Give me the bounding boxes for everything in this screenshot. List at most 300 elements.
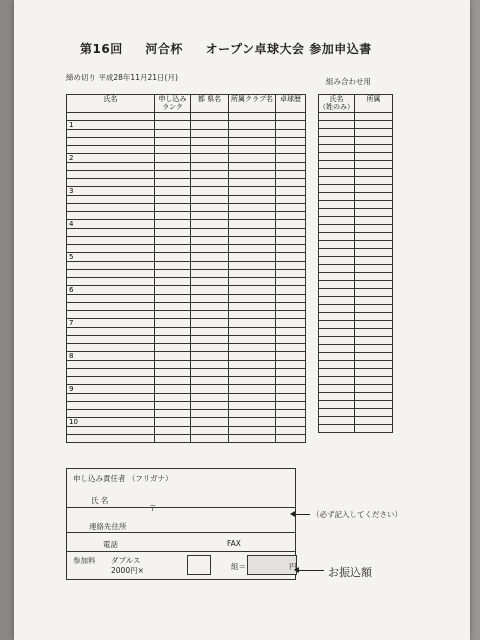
- entry-cell[interactable]: [229, 253, 276, 262]
- entry-cell[interactable]: [67, 130, 155, 138]
- entry-cell[interactable]: [155, 385, 191, 394]
- entry-cell[interactable]: [155, 402, 191, 410]
- entry-cell[interactable]: [276, 163, 306, 171]
- combo-cell[interactable]: [355, 289, 393, 297]
- combo-cell[interactable]: [319, 337, 355, 345]
- entry-cell[interactable]: [191, 385, 229, 394]
- entry-cell[interactable]: [229, 427, 276, 435]
- entry-cell[interactable]: [229, 344, 276, 352]
- entry-row: [67, 146, 306, 154]
- entry-cell[interactable]: [67, 163, 155, 171]
- entry-cell[interactable]: [191, 278, 229, 286]
- entry-cell[interactable]: [155, 204, 191, 212]
- entry-cell[interactable]: [155, 336, 191, 344]
- entry-cell[interactable]: [276, 336, 306, 344]
- entry-cell[interactable]: [191, 427, 229, 435]
- entry-cell[interactable]: [67, 245, 155, 253]
- entry-cell[interactable]: [229, 369, 276, 377]
- entry-cell[interactable]: [67, 427, 155, 435]
- entry-cell[interactable]: [276, 278, 306, 286]
- entry-number[interactable]: 9: [67, 385, 155, 394]
- entry-cell[interactable]: [229, 245, 276, 253]
- entry-cell[interactable]: [155, 319, 191, 328]
- combo-row: [319, 313, 393, 321]
- entry-cell[interactable]: [276, 369, 306, 377]
- entry-number[interactable]: 8: [67, 352, 155, 361]
- entry-number[interactable]: 4: [67, 220, 155, 229]
- entry-cell[interactable]: [155, 311, 191, 319]
- entry-cell[interactable]: [155, 361, 191, 369]
- entry-cell[interactable]: [229, 270, 276, 278]
- entry-cell[interactable]: [67, 270, 155, 278]
- combo-cell[interactable]: [319, 329, 355, 337]
- combo-cell[interactable]: [319, 321, 355, 329]
- combo-cell[interactable]: [355, 273, 393, 281]
- combo-cell[interactable]: [355, 177, 393, 185]
- entry-cell[interactable]: [276, 344, 306, 352]
- entry-cell[interactable]: [191, 245, 229, 253]
- combo-cell[interactable]: [319, 289, 355, 297]
- entry-row: [67, 179, 306, 187]
- entry-cell[interactable]: [191, 435, 229, 443]
- entry-number[interactable]: 10: [67, 418, 155, 427]
- entry-number[interactable]: 5: [67, 253, 155, 262]
- combo-cell[interactable]: [355, 409, 393, 417]
- combo-cell[interactable]: [319, 265, 355, 273]
- combo-cell[interactable]: [355, 225, 393, 233]
- combo-cell[interactable]: [319, 305, 355, 313]
- entry-cell[interactable]: [155, 435, 191, 443]
- entry-cell[interactable]: [155, 163, 191, 171]
- combo-cell[interactable]: [319, 385, 355, 393]
- entry-cell[interactable]: [229, 187, 276, 196]
- entry-cell[interactable]: [229, 146, 276, 154]
- entry-cell[interactable]: [229, 229, 276, 237]
- combo-cell[interactable]: [355, 377, 393, 385]
- combo-cell[interactable]: [355, 361, 393, 369]
- combo-cell[interactable]: [319, 297, 355, 305]
- entry-cell[interactable]: [155, 270, 191, 278]
- entry-cell[interactable]: [276, 402, 306, 410]
- entry-cell[interactable]: [191, 138, 229, 146]
- combo-row: [319, 353, 393, 361]
- entry-cell[interactable]: [229, 311, 276, 319]
- entry-cell[interactable]: [67, 410, 155, 418]
- entry-cell[interactable]: [191, 163, 229, 171]
- entry-cell[interactable]: [67, 138, 155, 146]
- entry-cell[interactable]: [155, 212, 191, 220]
- entry-cell[interactable]: [155, 410, 191, 418]
- entry-number[interactable]: 6: [67, 286, 155, 295]
- combo-cell[interactable]: [319, 417, 355, 425]
- entry-cell[interactable]: [276, 303, 306, 311]
- entry-cell[interactable]: [229, 377, 276, 385]
- combo-row: [319, 425, 393, 433]
- entry-cell[interactable]: [276, 361, 306, 369]
- combo-cell[interactable]: [355, 321, 393, 329]
- entry-cell[interactable]: [67, 171, 155, 179]
- entry-cell[interactable]: [191, 121, 229, 130]
- combo-cell[interactable]: [319, 345, 355, 353]
- entry-cell[interactable]: [155, 303, 191, 311]
- combo-cell[interactable]: [355, 353, 393, 361]
- entry-cell[interactable]: [229, 303, 276, 311]
- entry-cell[interactable]: [155, 253, 191, 262]
- combo-cell[interactable]: [355, 297, 393, 305]
- entry-cell[interactable]: [191, 394, 229, 402]
- combo-cell[interactable]: [319, 257, 355, 265]
- entry-cell[interactable]: [229, 262, 276, 270]
- entry-cell[interactable]: [276, 418, 306, 427]
- entry-cell[interactable]: [191, 196, 229, 204]
- entry-cell[interactable]: [229, 402, 276, 410]
- combo-cell[interactable]: [319, 425, 355, 433]
- entry-cell[interactable]: [229, 138, 276, 146]
- entry-cell[interactable]: [229, 212, 276, 220]
- entry-cell[interactable]: [67, 204, 155, 212]
- entry-cell[interactable]: [191, 146, 229, 154]
- combo-cell[interactable]: [319, 185, 355, 193]
- entry-cell[interactable]: [229, 418, 276, 427]
- entry-cell[interactable]: [155, 369, 191, 377]
- combo-cell[interactable]: [355, 169, 393, 177]
- entry-cell[interactable]: [276, 319, 306, 328]
- combo-cell[interactable]: [355, 113, 393, 121]
- combo-cell[interactable]: [355, 233, 393, 241]
- entry-cell[interactable]: [191, 262, 229, 270]
- entry-cell[interactable]: [276, 220, 306, 229]
- entry-cell[interactable]: [276, 262, 306, 270]
- entry-cell[interactable]: [191, 377, 229, 385]
- combo-cell[interactable]: [355, 329, 393, 337]
- entry-cell[interactable]: [276, 237, 306, 245]
- entry-cell[interactable]: [155, 237, 191, 245]
- entry-cell[interactable]: [276, 179, 306, 187]
- entry-cell[interactable]: [276, 253, 306, 262]
- combo-cell[interactable]: [355, 401, 393, 409]
- entry-cell[interactable]: [229, 394, 276, 402]
- entry-cell[interactable]: [155, 113, 191, 121]
- entry-cell[interactable]: [276, 171, 306, 179]
- combo-cell[interactable]: [319, 369, 355, 377]
- entry-cell[interactable]: [191, 229, 229, 237]
- entry-cell[interactable]: [229, 336, 276, 344]
- entry-cell[interactable]: [191, 369, 229, 377]
- entry-cell[interactable]: [276, 245, 306, 253]
- entry-cell[interactable]: [276, 328, 306, 336]
- combo-cell[interactable]: [319, 113, 355, 121]
- entry-cell[interactable]: [276, 385, 306, 394]
- entry-cell[interactable]: [191, 171, 229, 179]
- combo-cell[interactable]: [319, 209, 355, 217]
- entry-cell[interactable]: [67, 344, 155, 352]
- entry-cell[interactable]: [191, 418, 229, 427]
- entry-cell[interactable]: [191, 286, 229, 295]
- combo-cell[interactable]: [319, 129, 355, 137]
- entry-cell[interactable]: [276, 410, 306, 418]
- entry-number[interactable]: 3: [67, 187, 155, 196]
- combo-row: [319, 153, 393, 161]
- entry-cell[interactable]: [67, 361, 155, 369]
- entry-row: [67, 369, 306, 377]
- transfer-label: お振込額: [328, 566, 372, 579]
- entry-row: [67, 212, 306, 220]
- entry-cell[interactable]: [229, 154, 276, 163]
- combo-cell[interactable]: [355, 201, 393, 209]
- entry-cell[interactable]: [67, 336, 155, 344]
- entry-cell[interactable]: [191, 328, 229, 336]
- entry-row: [67, 138, 306, 146]
- combo-cell[interactable]: [355, 145, 393, 153]
- entry-cell[interactable]: [67, 229, 155, 237]
- combo-cell[interactable]: [355, 129, 393, 137]
- entry-cell[interactable]: [229, 171, 276, 179]
- combo-cell[interactable]: [355, 241, 393, 249]
- entry-cell[interactable]: [191, 336, 229, 344]
- combo-cell[interactable]: [355, 345, 393, 353]
- entry-cell[interactable]: [155, 220, 191, 229]
- entry-cell[interactable]: [276, 138, 306, 146]
- combo-cell[interactable]: [355, 217, 393, 225]
- entry-cell[interactable]: [229, 410, 276, 418]
- combo-cell[interactable]: [319, 409, 355, 417]
- entry-cell[interactable]: [229, 196, 276, 204]
- combo-cell[interactable]: [355, 313, 393, 321]
- entry-cell[interactable]: [155, 344, 191, 352]
- entry-cell[interactable]: [191, 237, 229, 245]
- entry-cell[interactable]: [155, 295, 191, 303]
- entry-cell[interactable]: [191, 270, 229, 278]
- combo-cell[interactable]: [319, 153, 355, 161]
- entry-cell[interactable]: [67, 196, 155, 204]
- title-edition: 第16回: [80, 42, 123, 56]
- entry-cell[interactable]: [229, 121, 276, 130]
- entry-cell[interactable]: [67, 328, 155, 336]
- entry-cell[interactable]: [276, 427, 306, 435]
- combo-cell[interactable]: [355, 425, 393, 433]
- entry-cell[interactable]: [155, 377, 191, 385]
- combo-cell[interactable]: [355, 193, 393, 201]
- entry-number[interactable]: 2: [67, 154, 155, 163]
- entry-cell[interactable]: [191, 344, 229, 352]
- entry-cell[interactable]: [191, 204, 229, 212]
- entry-cell[interactable]: [155, 418, 191, 427]
- combo-cell[interactable]: [319, 313, 355, 321]
- combo-cell[interactable]: [319, 225, 355, 233]
- entry-cell[interactable]: [155, 328, 191, 336]
- combo-cell[interactable]: [355, 249, 393, 257]
- entry-cell[interactable]: [276, 295, 306, 303]
- combo-row: [319, 193, 393, 201]
- entry-cell[interactable]: [155, 154, 191, 163]
- entry-cell[interactable]: [276, 187, 306, 196]
- entry-cell[interactable]: [191, 212, 229, 220]
- combo-cell[interactable]: [355, 121, 393, 129]
- entry-cell[interactable]: [276, 229, 306, 237]
- combo-cell[interactable]: [355, 393, 393, 401]
- combo-cell[interactable]: [355, 209, 393, 217]
- entry-cell[interactable]: [67, 435, 155, 443]
- entry-cell[interactable]: [229, 319, 276, 328]
- combo-cell[interactable]: [319, 377, 355, 385]
- combo-cell[interactable]: [355, 337, 393, 345]
- entry-cell[interactable]: [155, 394, 191, 402]
- combo-cell[interactable]: [319, 217, 355, 225]
- entry-cell[interactable]: [191, 220, 229, 229]
- entry-cell[interactable]: [276, 196, 306, 204]
- entry-cell[interactable]: [155, 352, 191, 361]
- entry-cell[interactable]: [67, 369, 155, 377]
- entry-cell[interactable]: [229, 352, 276, 361]
- entry-cell[interactable]: [229, 113, 276, 121]
- entry-cell[interactable]: [191, 253, 229, 262]
- entry-cell[interactable]: [276, 394, 306, 402]
- entry-cell[interactable]: [155, 286, 191, 295]
- group-count-box[interactable]: [187, 555, 211, 575]
- combo-cell[interactable]: [319, 393, 355, 401]
- entry-cell[interactable]: [155, 171, 191, 179]
- combo-row: [319, 305, 393, 313]
- entry-cell[interactable]: [155, 179, 191, 187]
- entry-cell[interactable]: [67, 212, 155, 220]
- entry-cell[interactable]: [67, 113, 155, 121]
- entry-cell[interactable]: [191, 187, 229, 196]
- price-label: 2000円×: [111, 566, 144, 575]
- entry-row: [67, 303, 306, 311]
- entry-cell[interactable]: [191, 402, 229, 410]
- entry-cell[interactable]: [229, 130, 276, 138]
- fee-label: 参加料: [73, 556, 96, 565]
- entry-cell[interactable]: [191, 130, 229, 138]
- entry-cell[interactable]: [155, 187, 191, 196]
- entry-cell[interactable]: [229, 361, 276, 369]
- combo-row: [319, 281, 393, 289]
- combo-cell[interactable]: [355, 137, 393, 145]
- entry-cell[interactable]: [229, 385, 276, 394]
- entry-cell[interactable]: [155, 229, 191, 237]
- entry-cell[interactable]: [229, 220, 276, 229]
- entry-cell[interactable]: [67, 262, 155, 270]
- entry-cell[interactable]: [67, 278, 155, 286]
- entry-cell[interactable]: [67, 311, 155, 319]
- entry-cell[interactable]: [229, 328, 276, 336]
- entry-cell[interactable]: [191, 113, 229, 121]
- combo-cell[interactable]: [319, 361, 355, 369]
- entry-cell[interactable]: [276, 435, 306, 443]
- entry-cell[interactable]: [276, 212, 306, 220]
- entry-cell[interactable]: [276, 146, 306, 154]
- entry-cell[interactable]: [155, 427, 191, 435]
- entry-cell[interactable]: [67, 394, 155, 402]
- entry-cell[interactable]: [67, 377, 155, 385]
- combo-cell[interactable]: [319, 177, 355, 185]
- entry-cell[interactable]: [191, 179, 229, 187]
- combo-cell[interactable]: [355, 281, 393, 289]
- entry-cell[interactable]: [191, 154, 229, 163]
- entry-cell[interactable]: [276, 352, 306, 361]
- combo-cell[interactable]: [319, 137, 355, 145]
- entry-cell[interactable]: [229, 163, 276, 171]
- combo-cell[interactable]: [319, 201, 355, 209]
- entry-cell[interactable]: [191, 311, 229, 319]
- combo-cell[interactable]: [319, 353, 355, 361]
- entry-cell[interactable]: [155, 196, 191, 204]
- entry-cell[interactable]: [67, 295, 155, 303]
- entry-cell[interactable]: [276, 130, 306, 138]
- combo-cell[interactable]: [319, 161, 355, 169]
- entry-cell[interactable]: [67, 303, 155, 311]
- entry-cell[interactable]: [155, 262, 191, 270]
- combo-cell[interactable]: [355, 257, 393, 265]
- combo-cell[interactable]: [355, 305, 393, 313]
- entry-cell[interactable]: [191, 295, 229, 303]
- entry-cell[interactable]: [155, 278, 191, 286]
- combo-cell[interactable]: [319, 281, 355, 289]
- entry-cell[interactable]: [155, 121, 191, 130]
- combo-cell[interactable]: [319, 249, 355, 257]
- combo-cell[interactable]: [355, 161, 393, 169]
- entry-cell[interactable]: [229, 179, 276, 187]
- combo-cell[interactable]: [319, 193, 355, 201]
- entry-cell[interactable]: [229, 435, 276, 443]
- entry-cell[interactable]: [229, 204, 276, 212]
- combo-cell[interactable]: [319, 241, 355, 249]
- combo-cell[interactable]: [355, 385, 393, 393]
- combo-cell[interactable]: [355, 265, 393, 273]
- combo-cell[interactable]: [319, 169, 355, 177]
- entry-cell[interactable]: [229, 237, 276, 245]
- entry-cell[interactable]: [191, 361, 229, 369]
- entry-cell[interactable]: [229, 295, 276, 303]
- entry-cell[interactable]: [229, 278, 276, 286]
- entry-cell[interactable]: [155, 245, 191, 253]
- combo-cell[interactable]: [319, 145, 355, 153]
- entry-cell[interactable]: [155, 138, 191, 146]
- entry-cell[interactable]: [276, 154, 306, 163]
- header-rank: 申し込み ランク: [155, 95, 191, 113]
- entry-cell[interactable]: [276, 121, 306, 130]
- entry-cell[interactable]: [191, 410, 229, 418]
- entry-cell[interactable]: [67, 402, 155, 410]
- entry-cell[interactable]: [276, 270, 306, 278]
- entry-cell[interactable]: [155, 146, 191, 154]
- entry-cell[interactable]: [155, 130, 191, 138]
- entry-cell[interactable]: [191, 303, 229, 311]
- combo-cell[interactable]: [319, 273, 355, 281]
- entry-number[interactable]: 7: [67, 319, 155, 328]
- entry-cell[interactable]: [276, 204, 306, 212]
- entry-cell[interactable]: [276, 113, 306, 121]
- combo-cell[interactable]: [355, 185, 393, 193]
- entry-cell[interactable]: [67, 237, 155, 245]
- combo-cell[interactable]: [319, 121, 355, 129]
- entry-cell[interactable]: [191, 352, 229, 361]
- entry-cell[interactable]: [276, 377, 306, 385]
- entry-cell[interactable]: [191, 319, 229, 328]
- combo-cell[interactable]: [355, 417, 393, 425]
- combo-cell[interactable]: [319, 233, 355, 241]
- entry-cell[interactable]: [276, 286, 306, 295]
- entry-cell[interactable]: [276, 311, 306, 319]
- divider-2: [67, 532, 295, 533]
- combo-cell[interactable]: [319, 401, 355, 409]
- combo-cell[interactable]: [355, 369, 393, 377]
- combo-cell[interactable]: [355, 153, 393, 161]
- entry-cell[interactable]: [67, 146, 155, 154]
- entry-number[interactable]: 1: [67, 121, 155, 130]
- entry-cell[interactable]: [229, 286, 276, 295]
- entry-cell[interactable]: [67, 179, 155, 187]
